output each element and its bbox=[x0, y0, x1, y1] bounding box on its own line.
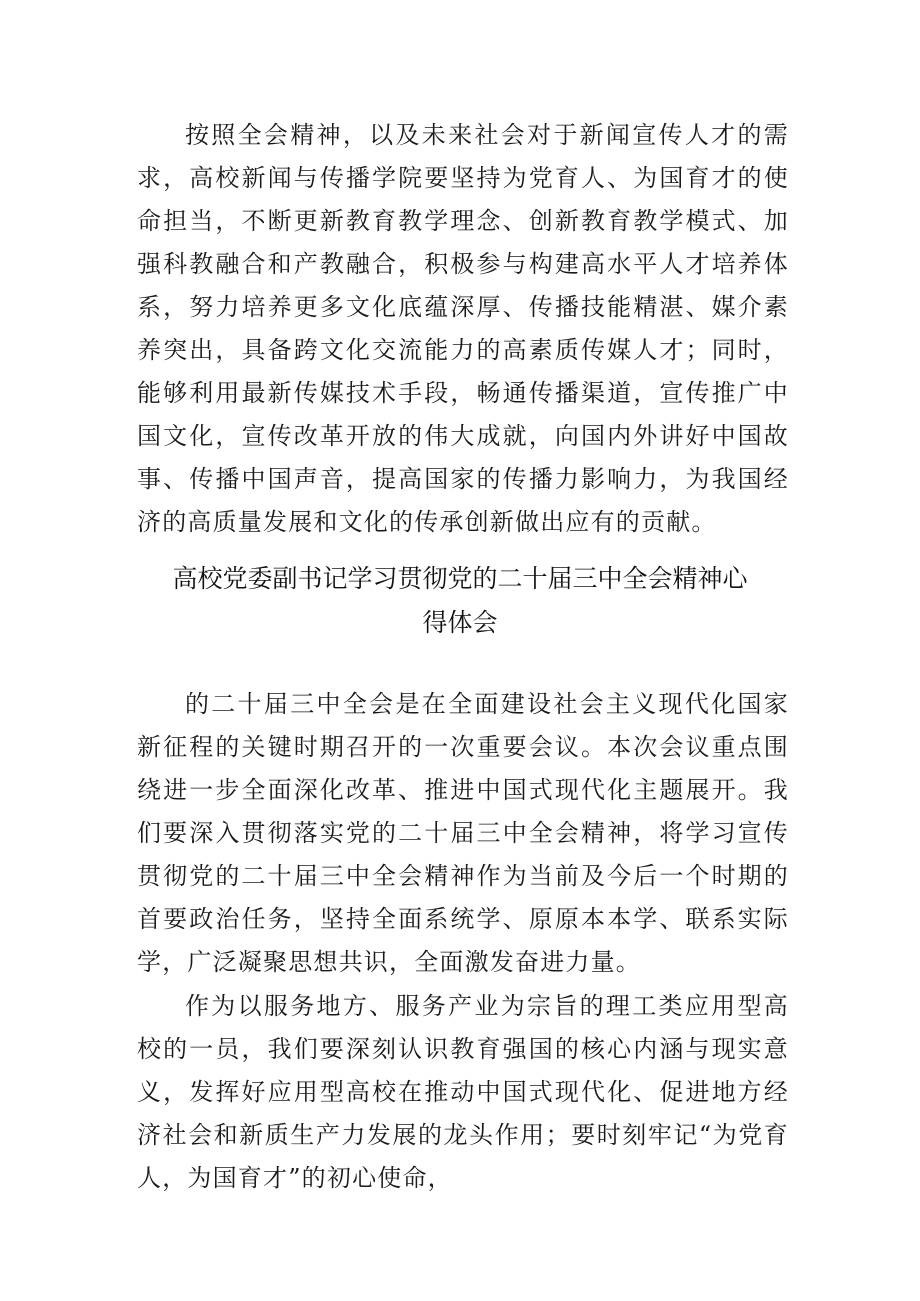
body-paragraph-1: 按照全会精神，以及未来社会对于新闻宣传人才的需求，高校新闻与传播学院要坚持为党育人、为国育才的使命担当，不断更新教育教学理念、创新教育教学模式、加强科教融合和产教融合，积极参与构建高水平人才培养体系，努力培养更多文化底蕴深厚、传播技能精湛、媒介素养突出，具备跨文化交流能力的高素质传媒人才；同时，能够利用最新传媒技术手段，畅通传播渠道，宣传推广中国文化，宣传改革开放的伟大成就，向国内外讲好中国故事、传播中国声音，提高国家的传播力影响力，为我国经济的高质量发展和文化的传承创新做出应有的贡献。 bbox=[137, 121, 789, 536]
body-paragraph-3: 作为以服务地方、服务产业为宗旨的理工类应用型高校的一员，我们要深刻认识教育强国的核心内涵与现实意义，发挥好应用型高校在推动中国式现代化、促进地方经济社会和新质生产力发展的龙头作用；要时刻牢记“为党育人，为国育才”的初心使命， bbox=[137, 992, 789, 1192]
body-paragraph-2: 的二十届三中全会是在全面建设社会主义现代化国家新征程的关键时期召开的一次重要会议。本次会议重点围绕进一步全面深化改革、推进中国式现代化主题展开。我们要深入贯彻落实党的二十届三中全会精神，将学习宣传贯彻党的二十届三中全会精神作为当前及今后一个时期的首要政治任务，坚持全面系统学、原原本本学、联系实际学，广泛凝聚思想共识，全面激发奋进力量。 bbox=[137, 690, 789, 976]
article-title-line-2: 得体会 bbox=[422, 608, 498, 637]
article-title-line-1: 高校党委副书记学习贯彻党的二十届三中全会精神心 bbox=[172, 564, 748, 593]
article-title bbox=[120, 557, 800, 645]
